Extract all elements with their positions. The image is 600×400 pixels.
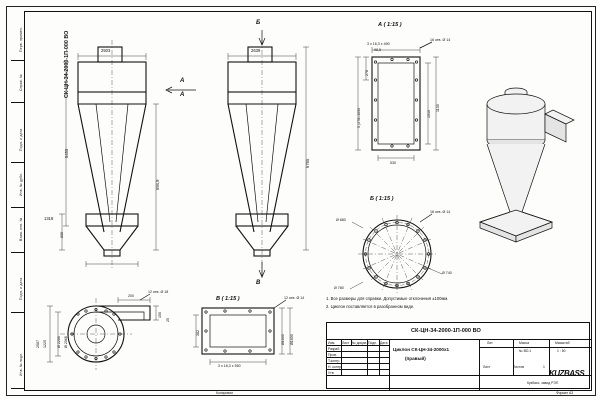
stamp-label-1: Справ. № bbox=[19, 74, 23, 91]
object-name-2: (правый) bbox=[405, 356, 426, 361]
col-izm: Изм. bbox=[328, 340, 336, 345]
section-a-dim-right-a: 1510 bbox=[427, 110, 431, 118]
section-b-holes: 18 отв. Ø 14 bbox=[430, 210, 451, 214]
row-utv: Утв. bbox=[328, 370, 335, 375]
stamp-label-5: Подп. и дата bbox=[19, 277, 23, 300]
plan-dim-0: 200 bbox=[128, 294, 134, 298]
section-a-title: А ( 1:15 ) bbox=[378, 22, 402, 28]
section-a-dim-left-b: 5 (278=1050 bbox=[357, 107, 361, 128]
sheets-label: Листов bbox=[513, 365, 525, 369]
sheets-value: 1 bbox=[543, 365, 545, 369]
side-dim-total-height: 6765 bbox=[305, 158, 310, 168]
company-logo: KUZBASS bbox=[549, 369, 585, 378]
front-dim-cone-h: 805 bbox=[60, 232, 64, 238]
sheet-label: Лист bbox=[483, 365, 491, 369]
side-dim-top-width: 2639 bbox=[251, 48, 261, 53]
row-tkontr: Т.контр. bbox=[328, 358, 341, 363]
section-v-dim-2: Ø1600 bbox=[290, 334, 294, 345]
sheet-format-label: Формат А3 bbox=[556, 391, 574, 395]
sheet-value: № ВО.1 bbox=[519, 349, 532, 353]
company-line: Кузбасс, завод РЭП bbox=[527, 381, 559, 385]
plan-dim-7: Ø 2068 bbox=[64, 336, 68, 348]
section-v-title: В ( 1:15 ) bbox=[216, 296, 240, 302]
front-dim-bottom-width: 1318 bbox=[44, 216, 54, 221]
stamp-label-2: Подп. и дата bbox=[19, 128, 23, 151]
section-a-dim-small: 98,5 bbox=[374, 48, 381, 52]
scale-label: Масштаб bbox=[555, 340, 570, 345]
note-line-2: 2. Циклон поставляется в разобранном виде. bbox=[326, 304, 415, 309]
section-v-dim-3: 3 x 18,3 x 550 bbox=[218, 364, 241, 368]
section-b-dim-1: Ø 780 bbox=[334, 286, 344, 290]
plan-dim-3: 25 bbox=[166, 318, 170, 322]
section-a-dim-bottom: 530 bbox=[390, 161, 396, 165]
plan-dim-6: Ø 2206 bbox=[57, 336, 61, 348]
col-list: Лист bbox=[342, 340, 350, 345]
section-b-dim-2: Ø 740 bbox=[442, 271, 452, 275]
lit-label: Лит. bbox=[487, 340, 494, 345]
section-b-dim-0: Ø 680 bbox=[336, 218, 346, 222]
section-v-dim-1: Ø1600 bbox=[281, 334, 285, 345]
section-a-dim-top: 3 x 16,3 x 490 bbox=[367, 42, 390, 46]
plan-dim-4: 1225 bbox=[43, 340, 47, 348]
section-a-dim-right-b: 1130 bbox=[436, 104, 440, 112]
stamp-label-6: Инв. № подл. bbox=[19, 352, 23, 376]
front-dim-height-right: 594,9 bbox=[155, 179, 160, 190]
note-line-1: 1. Все размеры для справки. Допустимые отклонения ±100мм. bbox=[326, 296, 449, 301]
plan-dim-1: 12 отв. Ø 18 bbox=[148, 290, 169, 294]
stamp-label-3: Инв. № дубл. bbox=[19, 172, 23, 196]
section-mark-v-side: В bbox=[256, 280, 261, 286]
plan-dim-2: 150 bbox=[158, 312, 162, 318]
section-mark-a-front: А bbox=[180, 78, 185, 84]
row-nkontr: Н. контр. bbox=[328, 364, 342, 369]
col-docum: № докум. bbox=[352, 340, 367, 345]
mass-label: Масса bbox=[519, 340, 530, 345]
scale-value: 1 : 50 bbox=[557, 349, 566, 353]
section-v-dim-0: 382 bbox=[196, 330, 200, 336]
col-podp: Подп. bbox=[368, 340, 378, 345]
stamp-label-4: Взам. инв. № bbox=[19, 217, 23, 241]
section-v-holes: 12 отв. Ø 14 bbox=[284, 296, 305, 300]
front-dim-top-width: 2503 bbox=[101, 48, 111, 53]
title-block bbox=[326, 322, 590, 389]
title-block-drawing-title: СК-ЦН-34-2000-1П-000 ВО bbox=[411, 328, 481, 334]
plan-dim-5: 2587 bbox=[36, 340, 40, 348]
front-dim-height-left: 5455 bbox=[64, 148, 69, 158]
row-prov: Пров. bbox=[328, 352, 337, 357]
col-data: Дата bbox=[380, 340, 388, 345]
section-a-dim-left-a: 278 bbox=[365, 70, 369, 76]
section-mark-b-side: Б bbox=[256, 20, 261, 26]
section-b-title: Б ( 1:15 ) bbox=[370, 196, 394, 202]
section-mark-a-front-2: А bbox=[180, 92, 185, 98]
object-name-1: Циклон СК-ЦН-34-2000х1 bbox=[393, 347, 450, 352]
row-razrab: Разраб. bbox=[328, 346, 341, 351]
front-view-title: СК-ЦН-34-2000-1П-000 ВО bbox=[64, 30, 70, 98]
footer-copy-label: Копировал bbox=[216, 391, 233, 395]
stamp-label-0: Перв. примен. bbox=[19, 26, 23, 52]
section-a-holes: 16 отв. Ø 14 bbox=[430, 38, 451, 42]
